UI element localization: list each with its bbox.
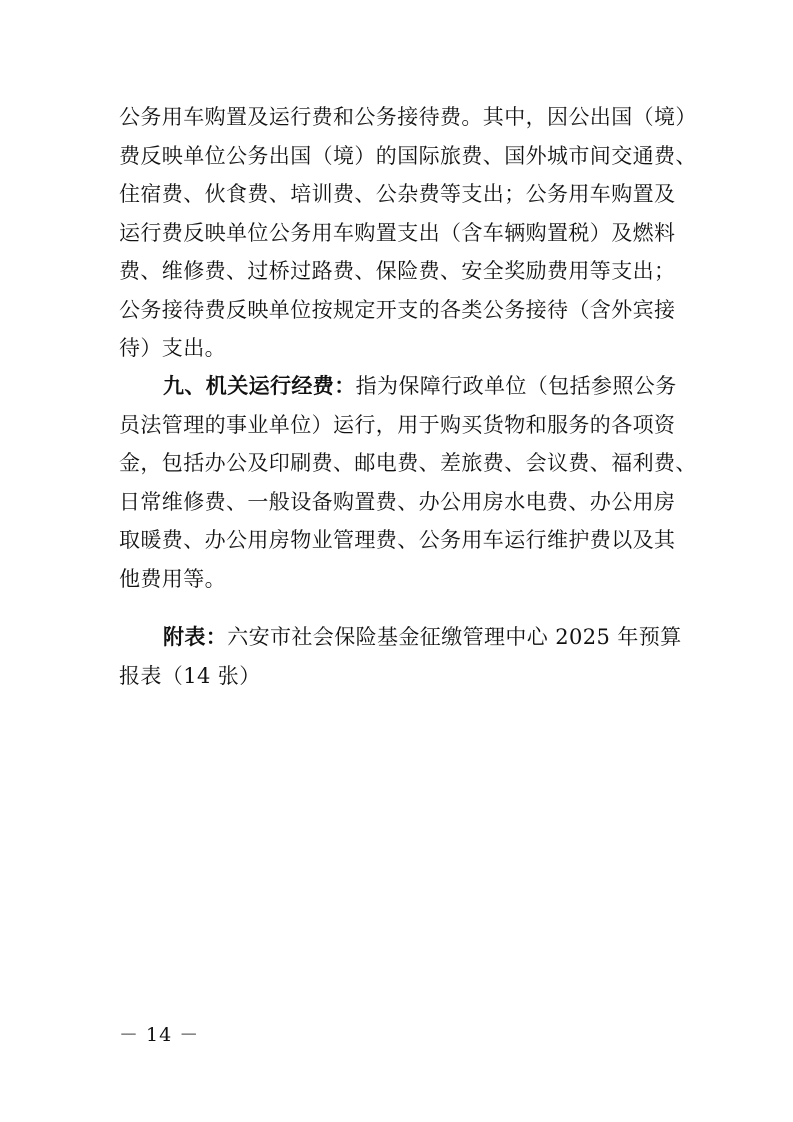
paragraph-line: 取暖费、办公用房物业管理费、公务用车运行维护费以及其 bbox=[119, 528, 676, 552]
paragraph-line: 住宿费、伙食费、培训费、公杂费等支出；公务用车购置及 bbox=[119, 182, 676, 206]
attachment-label: 附表： bbox=[163, 624, 228, 649]
paragraph-line: 公务接待费反映单位按规定开支的各类公务接待（含外宾接 bbox=[119, 297, 676, 322]
page-number: － 14 － bbox=[119, 1024, 200, 1046]
attachment-second-line: 报表（14 张） bbox=[119, 663, 261, 688]
paragraph-line: 员法管理的事业单位）运行，用于购买货物和服务的各项资 bbox=[119, 412, 676, 437]
paragraph-line: 他费用等。 bbox=[119, 566, 226, 591]
paragraph-line: 费、维修费、过桥过路费、保险费、安全奖励费用等支出； bbox=[119, 259, 676, 283]
paragraph-line: 待）支出。 bbox=[119, 336, 226, 360]
paragraph-line: 金，包括办公及印刷费、邮电费、差旅费、会议费、福利费、 bbox=[119, 451, 697, 475]
paragraph-line: 日常维修费、一般设备购置费、办公用房水电费、办公用房 bbox=[119, 489, 676, 514]
attachment-note bbox=[119, 618, 682, 695]
paragraph-line: 费反映单位公务出国（境）的国际旅费、国外城市间交通费、 bbox=[119, 143, 697, 168]
heading-continuation: 指为保障行政单位（包括参照公务 bbox=[355, 374, 677, 398]
paragraph-first-line bbox=[119, 367, 679, 406]
paragraph-line: 运行费反映单位公务用车购置支出（含车辆购置税）及燃料 bbox=[119, 220, 676, 245]
attachment-title: 六安市社会保险基金征缴管理中心 2025 年预算 bbox=[227, 625, 682, 649]
section-heading: 九、机关运行经费： bbox=[163, 373, 356, 398]
attachment-first-line bbox=[119, 618, 682, 657]
paragraph-official-expenses bbox=[119, 98, 697, 368]
paragraph-line: 公务用车购置及运行费和公务接待费。其中，因公出国（境） bbox=[119, 105, 697, 129]
paragraph-operating-expenses bbox=[119, 367, 697, 598]
